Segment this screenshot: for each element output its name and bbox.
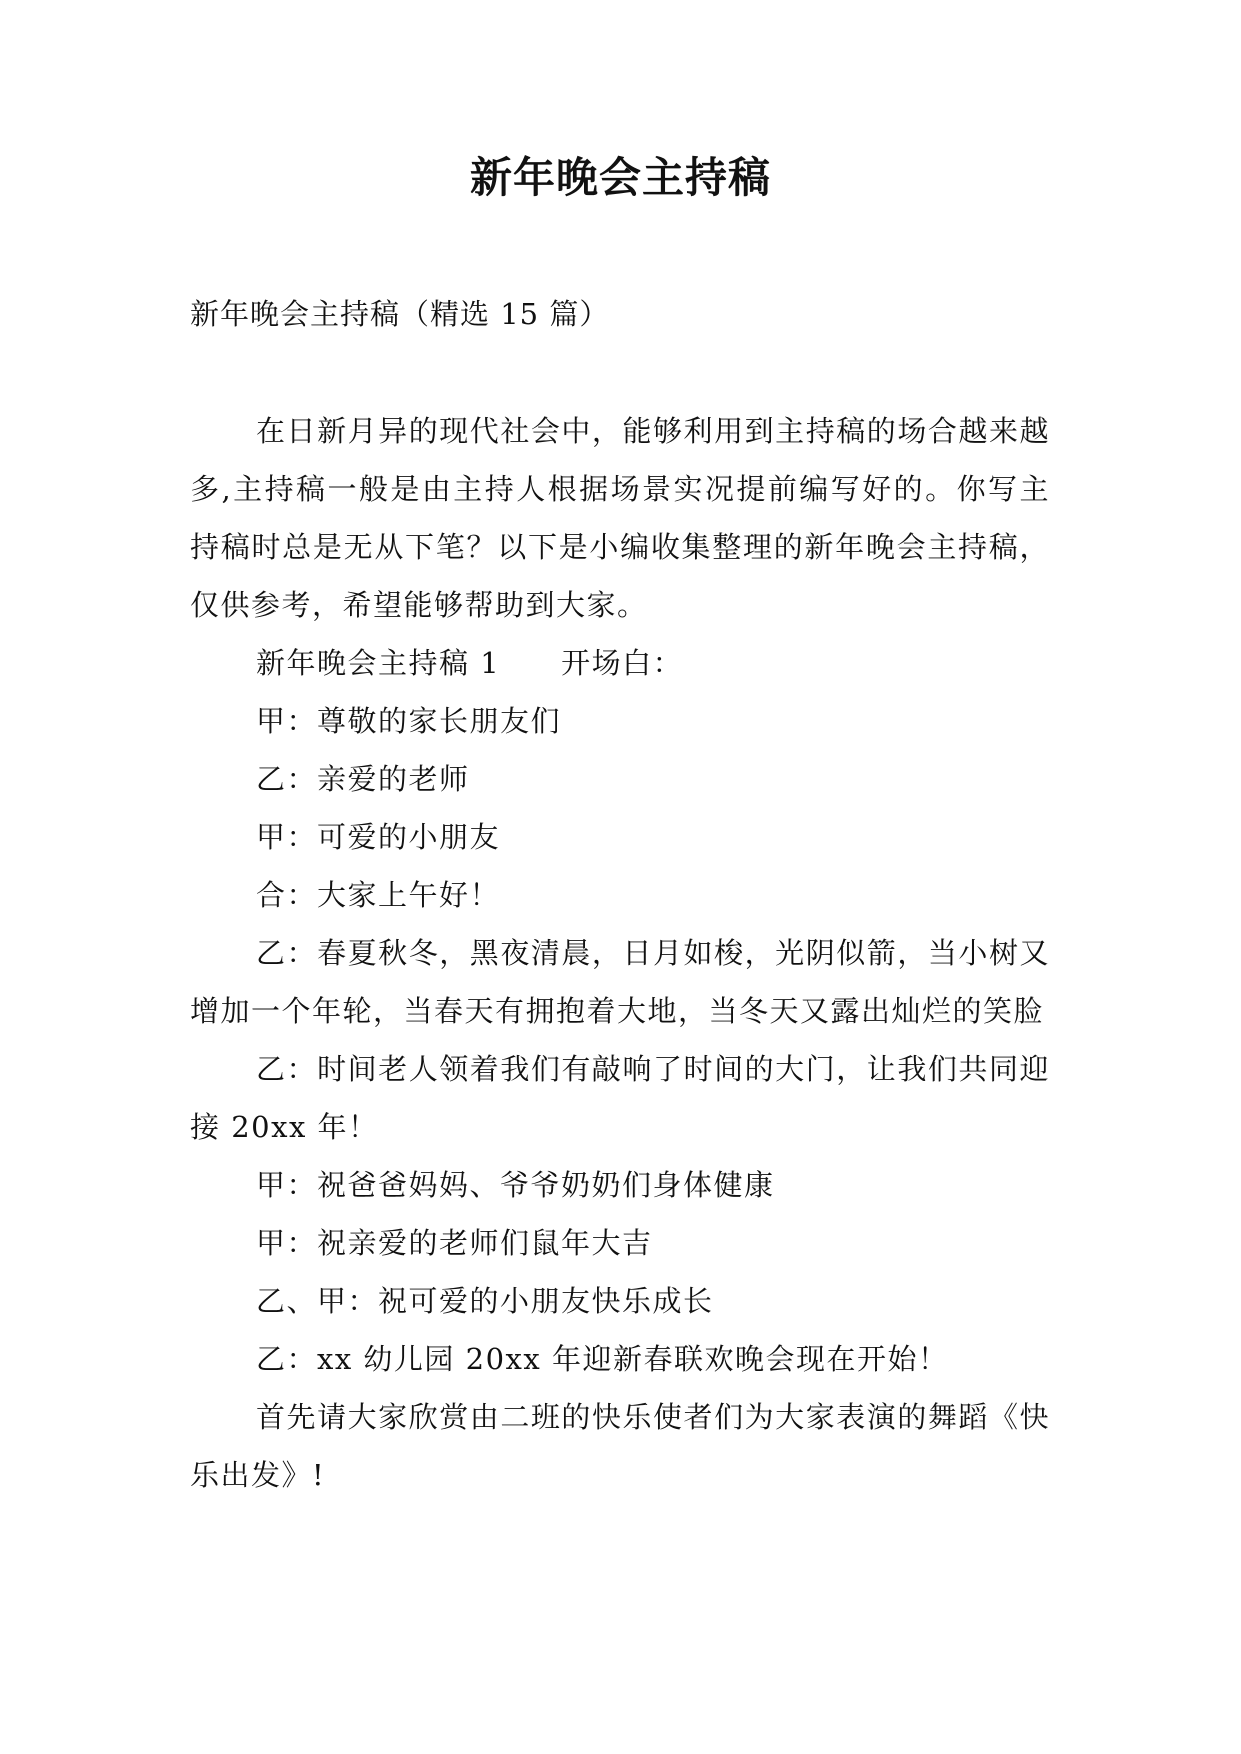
document-title: 新年晚会主持稿 [469,153,771,202]
section-heading: 新年晚会主持稿 1 开场白： [256,646,684,680]
dialogue-line: 合：大家上午好！ [256,878,501,912]
dialogue-line: 甲：可爱的小朋友 [256,820,501,854]
dialogue-line: 甲：祝亲爱的老师们鼠年大吉 [256,1226,653,1260]
document-body [190,402,1050,1504]
dialogue-line: 甲：祝爸爸妈妈、爷爷奶奶们身体健康 [256,1168,775,1202]
document-subtitle: 新年晚会主持稿（精选 15 篇） [190,297,610,331]
dialogue-line: 乙：亲爱的老师 [256,762,470,796]
intro-paragraph: 在日新月异的现代社会中，能够利用到主持稿的场合越来越多,主持稿一般是由主持人根据场景实况提前编写好的。你写主持稿时总是无从下笔？以下是小编收集整理的新年晚会主持稿，仅供参考，希望能够帮助到大家。 [190,414,1050,622]
dialogue-line: 乙：春夏秋冬，黑夜清晨，日月如梭，光阴似箭，当小树又增加一个年轮，当春天有拥抱着大地，当冬天又露出灿烂的笑脸 [190,936,1050,1028]
dialogue-line: 乙：xx 幼儿园 20xx 年迎新春联欢晚会现在开始！ [256,1342,949,1376]
dialogue-line: 首先请大家欣赏由二班的快乐使者们为大家表演的舞蹈《快乐出发》! [190,1400,1050,1492]
dialogue-line: 甲：尊敬的家长朋友们 [256,704,562,738]
dialogue-line: 乙、甲：祝可爱的小朋友快乐成长 [256,1284,714,1318]
dialogue-line: 乙：时间老人领着我们有敲响了时间的大门，让我们共同迎接 20xx 年！ [190,1052,1050,1144]
